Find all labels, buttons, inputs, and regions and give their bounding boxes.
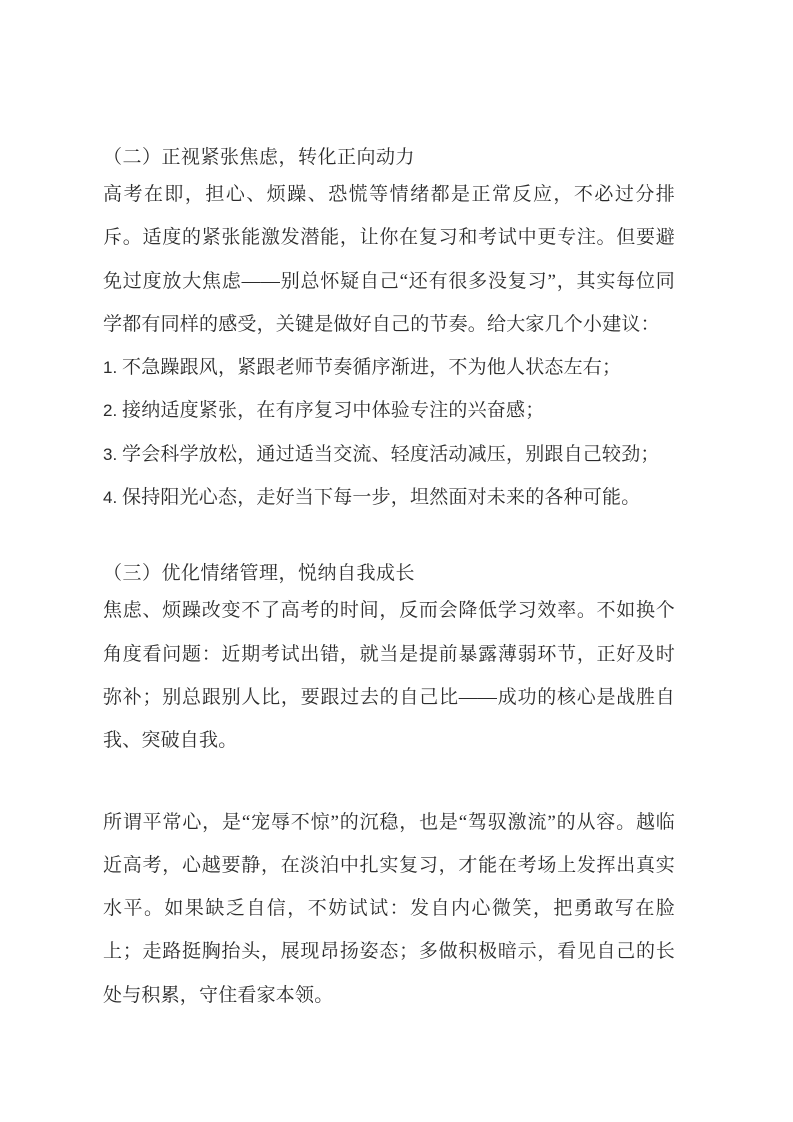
section-3-paragraph-1: 焦虑、烦躁改变不了高考的时间，反而会降低学习效率。不如换个角度看问题：近期考试出错，就当是提前暴露薄弱环节，正好及时弥补；别总跟别人比，要跟过去的自己比——成功的核心是战胜自我、突破自我。 (103, 600, 675, 752)
list-item-number: 4. (103, 488, 118, 508)
list-item-number: 2. (103, 401, 118, 421)
list-item-text: 不急躁跟风，紧跟老师节奏循序渐进，不为他人状态左右； (122, 357, 622, 379)
section-3-paragraph-2: 所谓平常心，是“宠辱不惊”的沉稳，也是“驾驭激流”的从容。越临近高考，心越要静，在淡泊中扎实复习，才能在考场上发挥出真实水平。如果缺乏自信，不妨试试：发自内心微笑，把勇敢写在脸上；走路挺胸抬头，展现昂扬姿态；多做积极暗示，看见自己的长处与积累，守住看家本领。 (103, 811, 675, 1006)
section-3 (103, 559, 675, 1017)
list-item-number: 1. (103, 358, 118, 378)
section-3-heading: （三）优化情绪管理，悦纳自我成长 (103, 563, 416, 585)
section-2-paragraph: 高考在即，担心、烦躁、恐慌等情绪都是正常反应，不必过分排斥。适度的紧张能激发潜能，让你在复习和考试中更专注。但要避免过度放大焦虑——别总怀疑自己“还有很多没复习”，其实每位同学都有同样的感受，关键是做好自己的节奏。给大家几个小建议： (103, 184, 675, 335)
section-2-heading: （二）正视紧张焦虑，转化正向动力 (103, 147, 416, 168)
list-item-number: 3. (103, 444, 118, 464)
list-item (103, 433, 675, 476)
list-item (103, 346, 675, 389)
list-item-text: 学会科学放松，通过适当交流、轻度活动减压，别跟自己较劲； (122, 443, 660, 465)
list-item (103, 389, 675, 432)
list-item-text: 保持阳光心态，走好当下每一步，坦然面对未来的各种可能。 (122, 487, 641, 509)
advice-list (103, 346, 675, 519)
list-item-text: 接纳适度紧张，在有序复习中体验专注的兴奋感； (122, 400, 545, 422)
list-item (103, 476, 675, 519)
section-2 (103, 143, 675, 519)
